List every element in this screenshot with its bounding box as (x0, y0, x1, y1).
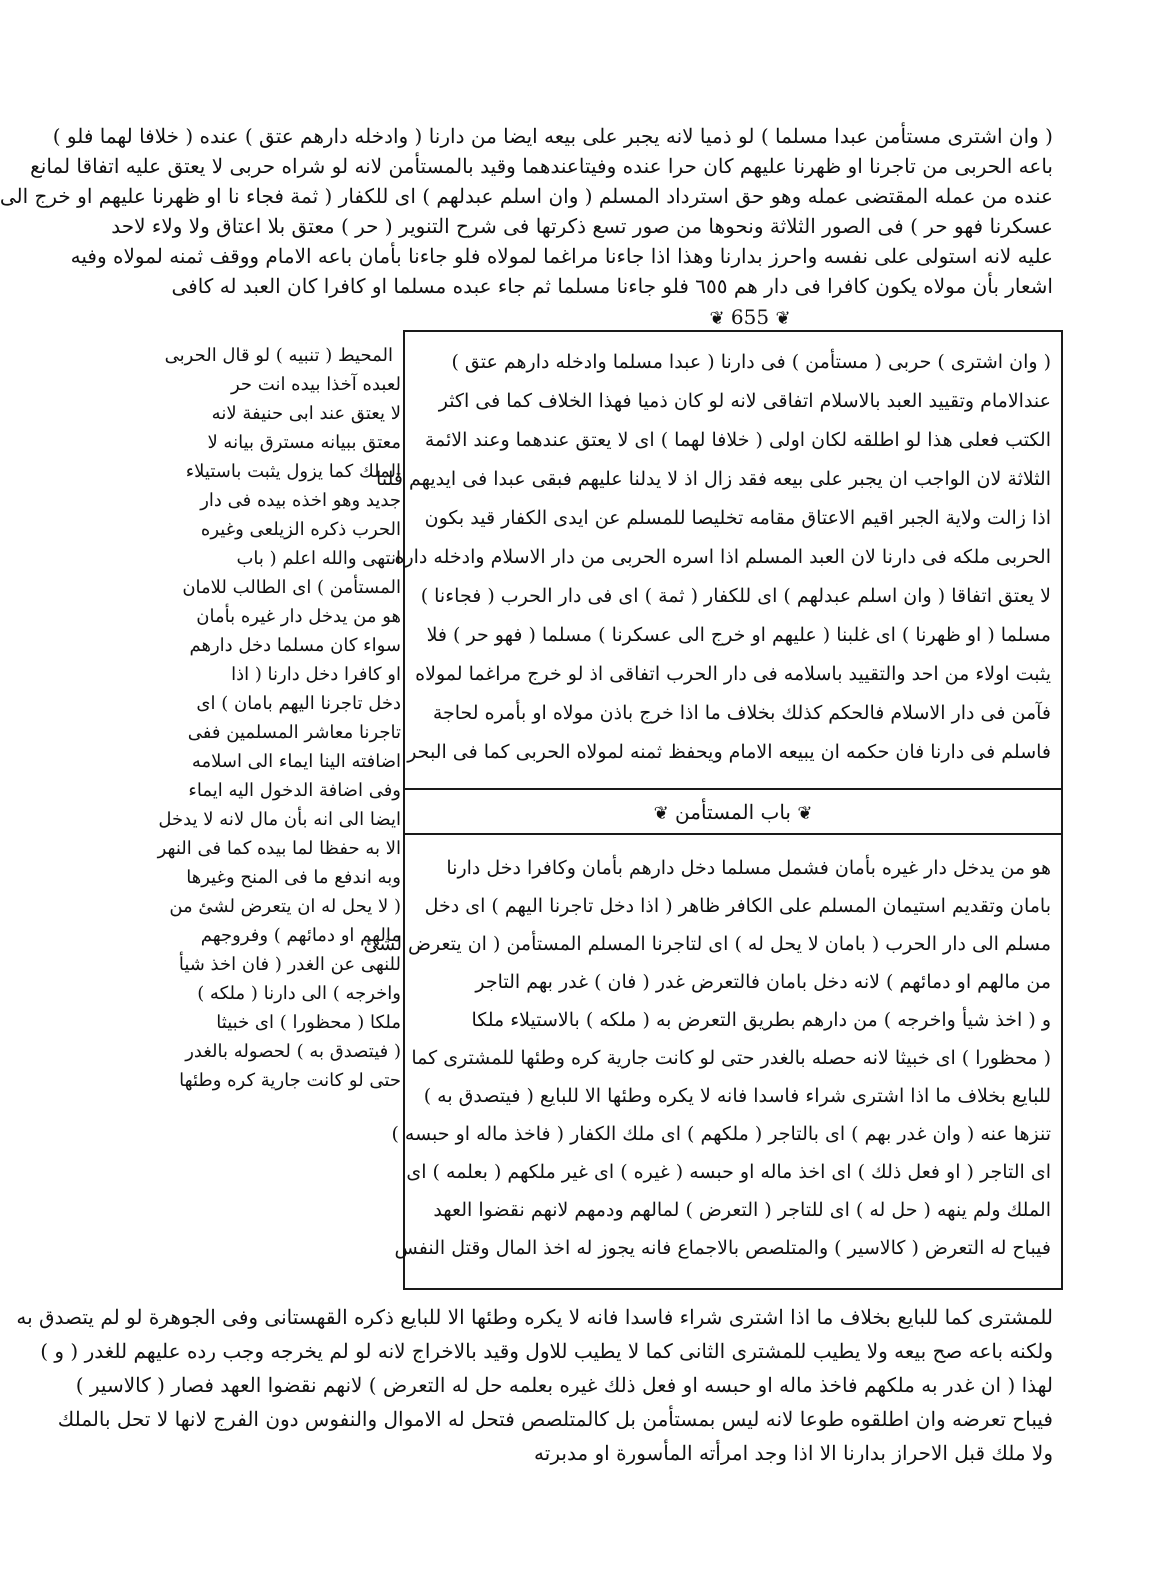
page-ornament-icon: ❦ (775, 308, 791, 329)
top-line: عليه لانه استولى على نفسه واحرز بدارنا وهذا اذا جاءنا مراغما لمولاه فلو جاءنا بأمان باعه الامام ووقف ثمنه لمولاه وفيه (70, 244, 1053, 268)
box-line: فاسلم فى دارنا فان حكمه ان يبيعه الامام ويحفظ ثمنه لمولاه الحربى كما فى البحر (407, 741, 1051, 763)
box-line: لا يعتق اتفاقا ( وان اسلم عبدلهم ) اى للكفار ( ثمة ) اى فى دار الحرب ( فجاءنا ) (420, 585, 1051, 607)
top-line: باعه الحربى من تاجرنا او ظهرنا عليهم كان حرا عنده وفيتاعندهما وقيد بالمستأمن لانه لو شراه حربى لا يعتق عليه اتفاقا لمانع (30, 154, 1053, 178)
side-line: ( فيتصدق به ) لحصوله بالغدر (185, 1041, 401, 1062)
top-line: عنده من عمله المقتضى عمله وهو حق استرداد المسلم ( وان اسلم عبدلهم ) اى للكفار ( ثمة فجاء نا او ظهرنا عليهم او خرج الى (0, 184, 1053, 208)
side-line: واخرجه ) الى دارنا ( ملكه ) (197, 983, 401, 1004)
side-line: اضافته الينا ايماء الى اسلامه (191, 751, 401, 772)
top-line: ( وان اشترى مستأمن عبدا مسلما ) لو ذميا لانه يجبر على بيعه ايضا من دارنا ( وادخله دارهم عتق ) عنده ( خلافا لهما فلو ) (52, 124, 1053, 148)
box-line: بامان وتقديم استيمان المسلم على الكافر ظاهر ( اذا دخل تاجرنا اليهم ) اى دخل (424, 895, 1051, 917)
box-line: الحربى ملكه فى دارنا لان العبد المسلم اذا اسره الحربى من دار الاسلام وادخله داره (394, 546, 1051, 568)
box-line: عندالامام وتقييد العبد بالاسلام اتفاقى لانه لو كان ذميا فهذا الخلاف كما فى اكثر (438, 390, 1051, 412)
chapter-ornament-icon: ❦ (653, 803, 669, 824)
side-line: للنهى عن الغدر ( فان اخذ شيأ (178, 954, 401, 975)
side-line: وبه اندفع ما فى المنح وغيرها (186, 867, 401, 888)
side-line: او كافرا دخل دارنا ( اذا (231, 664, 401, 685)
box-line: من مالهم او دمائهم ) لانه دخل بامان فالتعرض غدر ( فان ) غدر بهم التاجر (475, 971, 1051, 993)
box-line: فيباح له التعرض ( كالاسير ) والمتلصص بالاجماع فانه يجوز له اخذ المال وقتل النفس (394, 1237, 1051, 1259)
box-line: فآمن فى دار الاسلام فالحكم كذلك بخلاف ما اذا خرج باذن مولاه او بأمره لحاجة (432, 702, 1051, 724)
box-line: ( وان اشترى ) حربى ( مستأمن ) فى دارنا ( عبدا مسلما وادخله دارهم عتق ) (451, 351, 1051, 373)
box-line: ( محظورا ) اى خبيثا لانه حصله بالغدر حتى لو كانت جارية كره وطئها للمشترى كما (411, 1047, 1051, 1069)
side-line: هو من يدخل دار غيره بأمان (196, 606, 401, 627)
side-line: وفى اضافة الدخول اليه ايماء (188, 780, 401, 801)
box-line: هو من يدخل دار غيره بأمان فشمل مسلما دخل دارهم بأمان وكافرا دخل دارنا (446, 857, 1051, 879)
box-line: و ( اخذ شيأ واخرجه ) من دارهم بطريق التعرض به ( ملكه ) بالاستيلاء ملكا (471, 1009, 1051, 1031)
bottom-line: ولا ملك قبل الاحراز بدارنا الا اذا وجد امرأته المأسورة او مدبرته (534, 1441, 1053, 1465)
side-line: تاجرنا معاشر المسلمين ففى (187, 722, 401, 743)
side-line: الملك كما يزول يثبت باستيلاء (185, 461, 401, 482)
bottom-line: لهذا ( ان غدر به ملكهم فاخذ ماله او حبسه او فعل ذلك غيره بعلمه حل له التعرض ) لانهم نقضوا العهد فصار ( كالاسير ) (75, 1373, 1053, 1397)
bottom-line: ولكنه باعه صح بيعه ولا يطيب للمشترى الثانى كما لا يطيب للاول وقيد بالاخراج لانه لو لم يخرجه وجب رده عليهم للغدر ( و ) (40, 1339, 1053, 1363)
box-line: اى التاجر ( او فعل ذلك ) اى اخذ ماله او حبسه ( غيره ) اى غير ملكهم ( بعلمه ) اى (406, 1161, 1051, 1183)
side-line: دخل تاجرنا اليهم بامان ) اى (196, 693, 401, 714)
chapter-title (403, 789, 1063, 835)
side-line: لعبده آخذا بيده انت حر (230, 374, 401, 395)
box-line: تنزها عنه ( وان غدر بهم ) اى بالتاجر ( ملكهم ) اى ملك الكفار ( فاخذ ماله او حبسه ) (391, 1123, 1051, 1145)
top-line: اشعار بأن مولاه يكون كافرا فى دار هم ٦٥٥ فلو جاءنا مسلما ثم جاء عبده مسلما او كافرا كان العبد له كافى (171, 274, 1053, 298)
side-line: ملكا ( محظورا ) اى خبيثا (216, 1012, 401, 1033)
chapter-ornament-icon: ❦ (797, 803, 813, 824)
box-line: للبايع بخلاف ما اذا اشترى شراء فاسدا فانه لا يكره وطئها الا للبايع ( فيتصدق به ) (423, 1085, 1051, 1107)
box-line: مسلما ( او ظهرنا ) اى غلبنا ( عليهم او خرج الى عسكرنا ) مسلما ( فهو حر ) فلا (426, 624, 1051, 646)
side-line: سواء كان مسلما دخل دارهم (189, 635, 401, 656)
chapter-title-text: باب المستأمن (675, 800, 791, 824)
box-line: الكتب فعلى هذا لو اطلقه لكان اولى ( خلافا لهما ) اى لا يعتق عندهما وعند الائمة (424, 429, 1051, 451)
top-line: عسكرنا فهو حر ) فى الصور الثلاثة ونحوها من صور تسع ذكرتها فى شرح التنوير ( حر ) معتق بلا اعتاق ولا ولاء لاحد (111, 214, 1053, 238)
bottom-line: للمشترى كما للبايع بخلاف ما اذا اشترى شراء فاسدا فانه لا يكره وطئها الا للبايع ذكره القهستانى وفى الجوهرة لو لم يتصدق به (16, 1305, 1053, 1329)
box-line: الثلاثة لان الواجب ان يجبر على بيعه فقد زال اذ لا يدلنا عليهم فبقى عبدا فى ايديهم قلنا (376, 468, 1051, 490)
side-line: جديد وهو اخذه بيده فى دار (200, 490, 401, 511)
side-line: الحرب ذكره الزيلعى وغيره (200, 519, 401, 540)
side-line: ايضا الى انه بأن مال لانه لا يدخل (158, 809, 401, 830)
box-line: يثبت اولاء من احد والتقييد باسلامه فى دار الحرب اتفاقى اذ لو خرج مراغما لمولاه (415, 663, 1051, 685)
bottom-line: فيباح تعرضه وان اطلقوه طوعا لانه ليس بمستأمن بل كالمتلصص فتحل له الاموال والنفوس دون الفرج لانها لا تحل بالملك (57, 1407, 1053, 1431)
side-line: ( لا يحل له ان يتعرض لشئ من (169, 896, 401, 917)
side-line: حتى لو كانت جارية كره وطئها (179, 1070, 401, 1091)
box-line: اذا زالت ولاية الجبر اقيم الاعتاق مقامه تخليصا للمسلم عن ايدى الكفار قيد بكون (424, 507, 1051, 529)
side-line: الا به حفظا لما بيده كما فى النهر (157, 838, 401, 859)
side-line: مالهم او دمائهم ) وفروجهم (200, 925, 401, 946)
box-line: الملك ولم ينهه ( حل له ) اى للتاجر ( التعرض ) لمالهم ودمهم لانهم نقضوا العهد (433, 1199, 1051, 1221)
page-ornament-icon: ❦ (709, 308, 725, 329)
side-line: انتهى والله اعلم ( باب (236, 548, 401, 569)
page-number-text: 655 (730, 305, 770, 329)
side-line: المستأمن ) اى الطالب للامان (182, 577, 401, 598)
side-line: معتق ببيانه مسترق بيانه لا (207, 432, 401, 453)
side-line: لا يعتق عند ابى حنيفة لانه (211, 403, 401, 424)
side-title-line: المحيط ( تنبيه ) لو قال الحربى (164, 345, 393, 366)
page-number (695, 302, 805, 332)
box-line: مسلم الى دار الحرب ( بامان لا يحل له ) اى لتاجرنا المسلم المستأمن ( ان يتعرض لشئ (363, 933, 1051, 955)
